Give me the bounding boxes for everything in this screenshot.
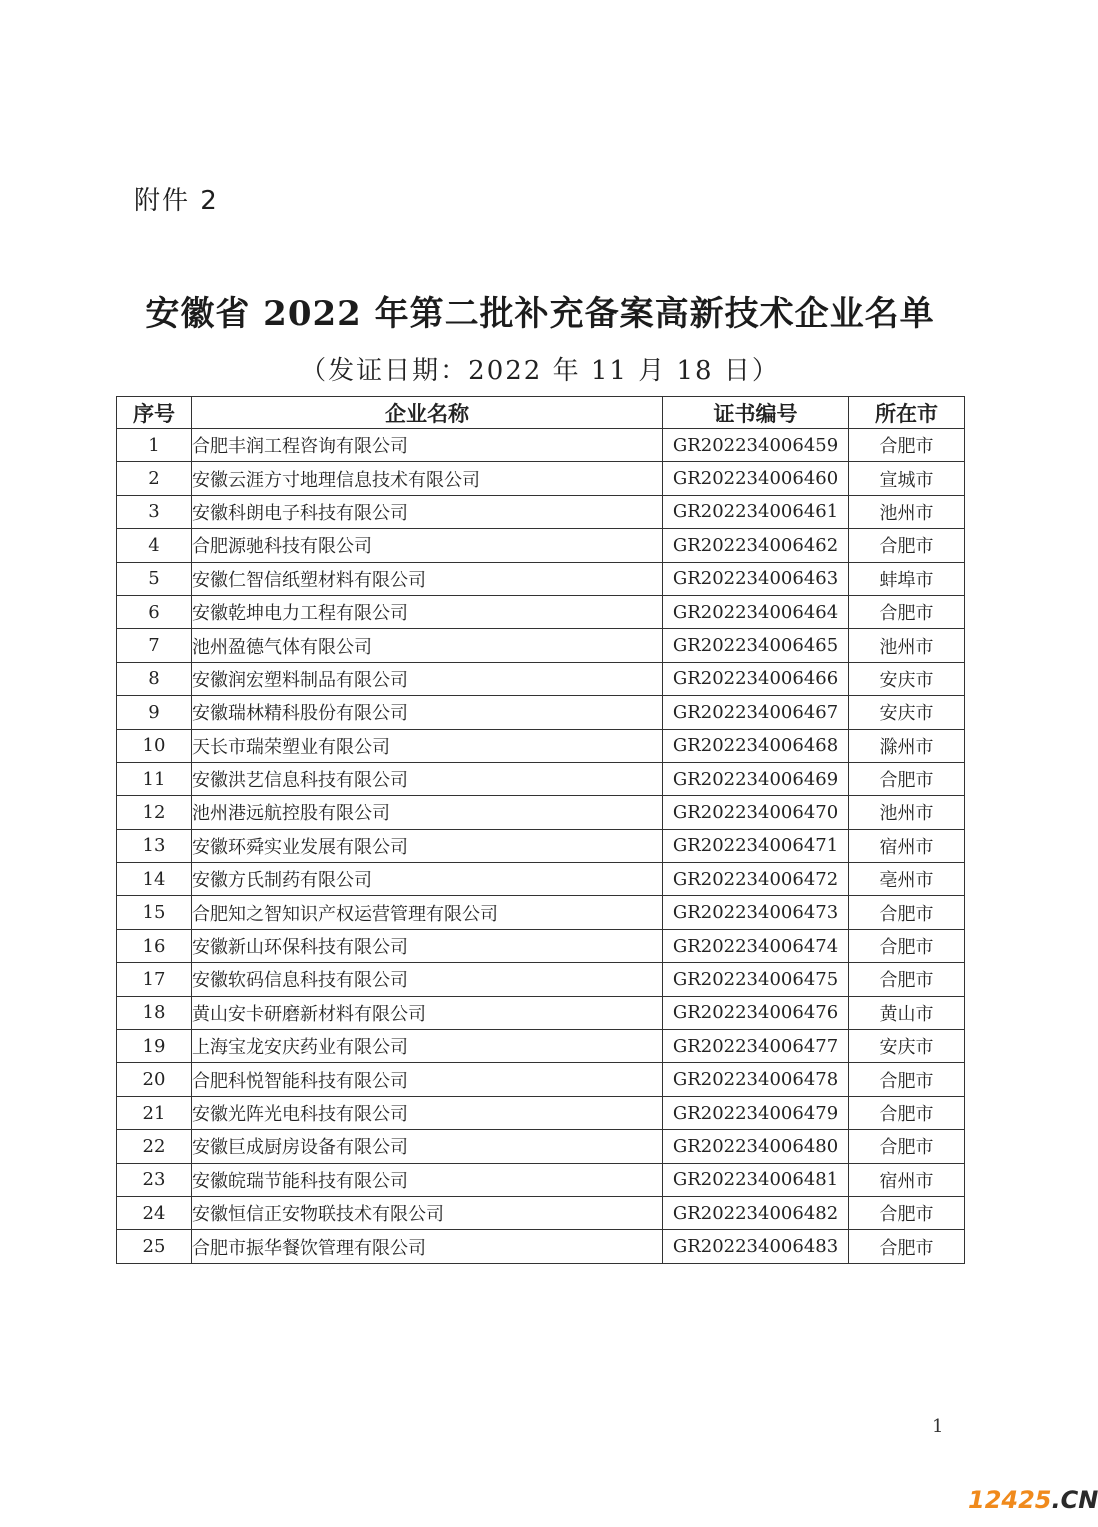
table-row (117, 429, 965, 462)
serial-number-cell: 11 (117, 762, 192, 795)
serial-number-cell: 25 (117, 1230, 192, 1263)
city-cell: 合肥市 (849, 762, 965, 795)
serial-number-cell: 4 (117, 529, 192, 562)
serial-number-cell: 5 (117, 562, 192, 595)
table-row (117, 1030, 965, 1063)
city-cell: 合肥市 (849, 595, 965, 628)
city-cell: 池州市 (849, 796, 965, 829)
table-row (117, 1096, 965, 1129)
city-cell: 合肥市 (849, 963, 965, 996)
table-body (117, 429, 965, 1264)
enterprise-name-cell: 安徽乾坤电力工程有限公司 (192, 595, 663, 628)
city-cell: 合肥市 (849, 1130, 965, 1163)
certificate-number-cell: GR202234006472 (663, 863, 849, 896)
table-row (117, 696, 965, 729)
serial-number-cell: 22 (117, 1130, 192, 1163)
city-cell: 安庆市 (849, 1030, 965, 1063)
header-city: 所在市 (849, 397, 965, 429)
table-row (117, 896, 965, 929)
enterprise-name-cell: 合肥丰润工程咨询有限公司 (192, 429, 663, 462)
table-row (117, 562, 965, 595)
enterprise-name-cell: 安徽洪艺信息科技有限公司 (192, 762, 663, 795)
enterprise-name-cell: 安徽方氏制药有限公司 (192, 863, 663, 896)
enterprise-name-cell: 池州港远航控股有限公司 (192, 796, 663, 829)
serial-number-cell: 7 (117, 629, 192, 662)
table-row (117, 963, 965, 996)
serial-number-cell: 19 (117, 1030, 192, 1063)
enterprise-name-cell: 合肥源驰科技有限公司 (192, 529, 663, 562)
certificate-number-cell: GR202234006461 (663, 495, 849, 528)
serial-number-cell: 21 (117, 1096, 192, 1129)
serial-number-cell: 15 (117, 896, 192, 929)
enterprise-name-cell: 安徽软码信息科技有限公司 (192, 963, 663, 996)
enterprise-name-cell: 安徽云涯方寸地理信息技术有限公司 (192, 462, 663, 495)
city-cell: 池州市 (849, 629, 965, 662)
enterprise-name-cell: 合肥科悦智能科技有限公司 (192, 1063, 663, 1096)
city-cell: 合肥市 (849, 429, 965, 462)
serial-number-cell: 18 (117, 996, 192, 1029)
serial-number-cell: 3 (117, 495, 192, 528)
table-row (117, 662, 965, 695)
certificate-number-cell: GR202234006470 (663, 796, 849, 829)
serial-number-cell: 13 (117, 829, 192, 862)
certificate-number-cell: GR202234006462 (663, 529, 849, 562)
serial-number-cell: 23 (117, 1163, 192, 1196)
attachment-label: 附件 2 (134, 186, 219, 216)
enterprise-name-cell: 安徽润宏塑料制品有限公司 (192, 662, 663, 695)
city-cell: 合肥市 (849, 1063, 965, 1096)
certificate-number-cell: GR202234006480 (663, 1130, 849, 1163)
table-row (117, 929, 965, 962)
enterprise-name-cell: 安徽皖瑞节能科技有限公司 (192, 1163, 663, 1196)
table-row (117, 762, 965, 795)
city-cell: 亳州市 (849, 863, 965, 896)
certificate-number-cell: GR202234006469 (663, 762, 849, 795)
certificate-number-cell: GR202234006477 (663, 1030, 849, 1063)
table-row (117, 595, 965, 628)
city-cell: 合肥市 (849, 896, 965, 929)
enterprise-name-cell: 安徽环舜实业发展有限公司 (192, 829, 663, 862)
certificate-number-cell: GR202234006479 (663, 1096, 849, 1129)
table-row (117, 462, 965, 495)
serial-number-cell: 10 (117, 729, 192, 762)
document-title: 安徽省 2022 年第二批补充备案高新技术企业名单 (145, 294, 935, 334)
table-row (117, 1130, 965, 1163)
city-cell: 合肥市 (849, 1096, 965, 1129)
serial-number-cell: 14 (117, 863, 192, 896)
serial-number-cell: 6 (117, 595, 192, 628)
city-cell: 安庆市 (849, 662, 965, 695)
table-row (117, 529, 965, 562)
enterprise-name-cell: 黄山安卡研磨新材料有限公司 (192, 996, 663, 1029)
enterprise-name-cell: 安徽科朗电子科技有限公司 (192, 495, 663, 528)
city-cell: 黄山市 (849, 996, 965, 1029)
city-cell: 宣城市 (849, 462, 965, 495)
page-number: 1 (932, 1416, 944, 1437)
table-row (117, 729, 965, 762)
certificate-number-cell: GR202234006463 (663, 562, 849, 595)
certificate-number-cell: GR202234006483 (663, 1230, 849, 1263)
table-header-row (117, 397, 965, 429)
city-cell: 安庆市 (849, 696, 965, 729)
enterprise-name-cell: 合肥知之智知识产权运营管理有限公司 (192, 896, 663, 929)
serial-number-cell: 24 (117, 1196, 192, 1229)
city-cell: 合肥市 (849, 529, 965, 562)
city-cell: 滁州市 (849, 729, 965, 762)
enterprise-name-cell: 安徽瑞林精科股份有限公司 (192, 696, 663, 729)
certificate-number-cell: GR202234006482 (663, 1196, 849, 1229)
certificate-number-cell: GR202234006467 (663, 696, 849, 729)
enterprise-table (116, 396, 965, 1264)
certificate-number-cell: GR202234006474 (663, 929, 849, 962)
enterprise-name-cell: 安徽新山环保科技有限公司 (192, 929, 663, 962)
table-row (117, 796, 965, 829)
certificate-number-cell: GR202234006465 (663, 629, 849, 662)
serial-number-cell: 12 (117, 796, 192, 829)
serial-number-cell: 1 (117, 429, 192, 462)
table-row (117, 629, 965, 662)
serial-number-cell: 16 (117, 929, 192, 962)
certificate-number-cell: GR202234006459 (663, 429, 849, 462)
table-row (117, 863, 965, 896)
header-enterprise-name: 企业名称 (192, 397, 663, 429)
table-row (117, 1230, 965, 1263)
certificate-number-cell: GR202234006473 (663, 896, 849, 929)
enterprise-name-cell: 上海宝龙安庆药业有限公司 (192, 1030, 663, 1063)
serial-number-cell: 20 (117, 1063, 192, 1096)
table-row (117, 1163, 965, 1196)
certificate-number-cell: GR202234006476 (663, 996, 849, 1029)
city-cell: 池州市 (849, 495, 965, 528)
table-row (117, 996, 965, 1029)
enterprise-name-cell: 安徽仁智信纸塑材料有限公司 (192, 562, 663, 595)
city-cell: 合肥市 (849, 1230, 965, 1263)
table-row (117, 1063, 965, 1096)
enterprise-name-cell: 池州盈德气体有限公司 (192, 629, 663, 662)
enterprise-name-cell: 安徽恒信正安物联技术有限公司 (192, 1196, 663, 1229)
certificate-number-cell: GR202234006478 (663, 1063, 849, 1096)
certificate-number-cell: GR202234006481 (663, 1163, 849, 1196)
table-row (117, 495, 965, 528)
serial-number-cell: 9 (117, 696, 192, 729)
certificate-number-cell: GR202234006464 (663, 595, 849, 628)
city-cell: 宿州市 (849, 829, 965, 862)
city-cell: 合肥市 (849, 929, 965, 962)
watermark-digits: 12425 (968, 1486, 1052, 1514)
serial-number-cell: 8 (117, 662, 192, 695)
certificate-number-cell: GR202234006475 (663, 963, 849, 996)
site-watermark-logo (968, 1486, 1098, 1514)
city-cell: 宿州市 (849, 1163, 965, 1196)
watermark-suffix: CN (1060, 1486, 1098, 1514)
watermark-dot: . (1051, 1486, 1061, 1514)
certificate-number-cell: GR202234006460 (663, 462, 849, 495)
issue-date-subtitle: （发证日期：2022 年 11 月 18 日） (300, 356, 780, 386)
enterprise-name-cell: 安徽光阵光电科技有限公司 (192, 1096, 663, 1129)
city-cell: 合肥市 (849, 1196, 965, 1229)
certificate-number-cell: GR202234006471 (663, 829, 849, 862)
header-certificate-number: 证书编号 (663, 397, 849, 429)
table-row (117, 829, 965, 862)
certificate-number-cell: GR202234006468 (663, 729, 849, 762)
enterprise-name-cell: 合肥市振华餐饮管理有限公司 (192, 1230, 663, 1263)
city-cell: 蚌埠市 (849, 562, 965, 595)
serial-number-cell: 17 (117, 963, 192, 996)
enterprise-name-cell: 安徽巨成厨房设备有限公司 (192, 1130, 663, 1163)
certificate-number-cell: GR202234006466 (663, 662, 849, 695)
header-serial-number: 序号 (117, 397, 192, 429)
enterprise-name-cell: 天长市瑞荣塑业有限公司 (192, 729, 663, 762)
table-row (117, 1196, 965, 1229)
serial-number-cell: 2 (117, 462, 192, 495)
